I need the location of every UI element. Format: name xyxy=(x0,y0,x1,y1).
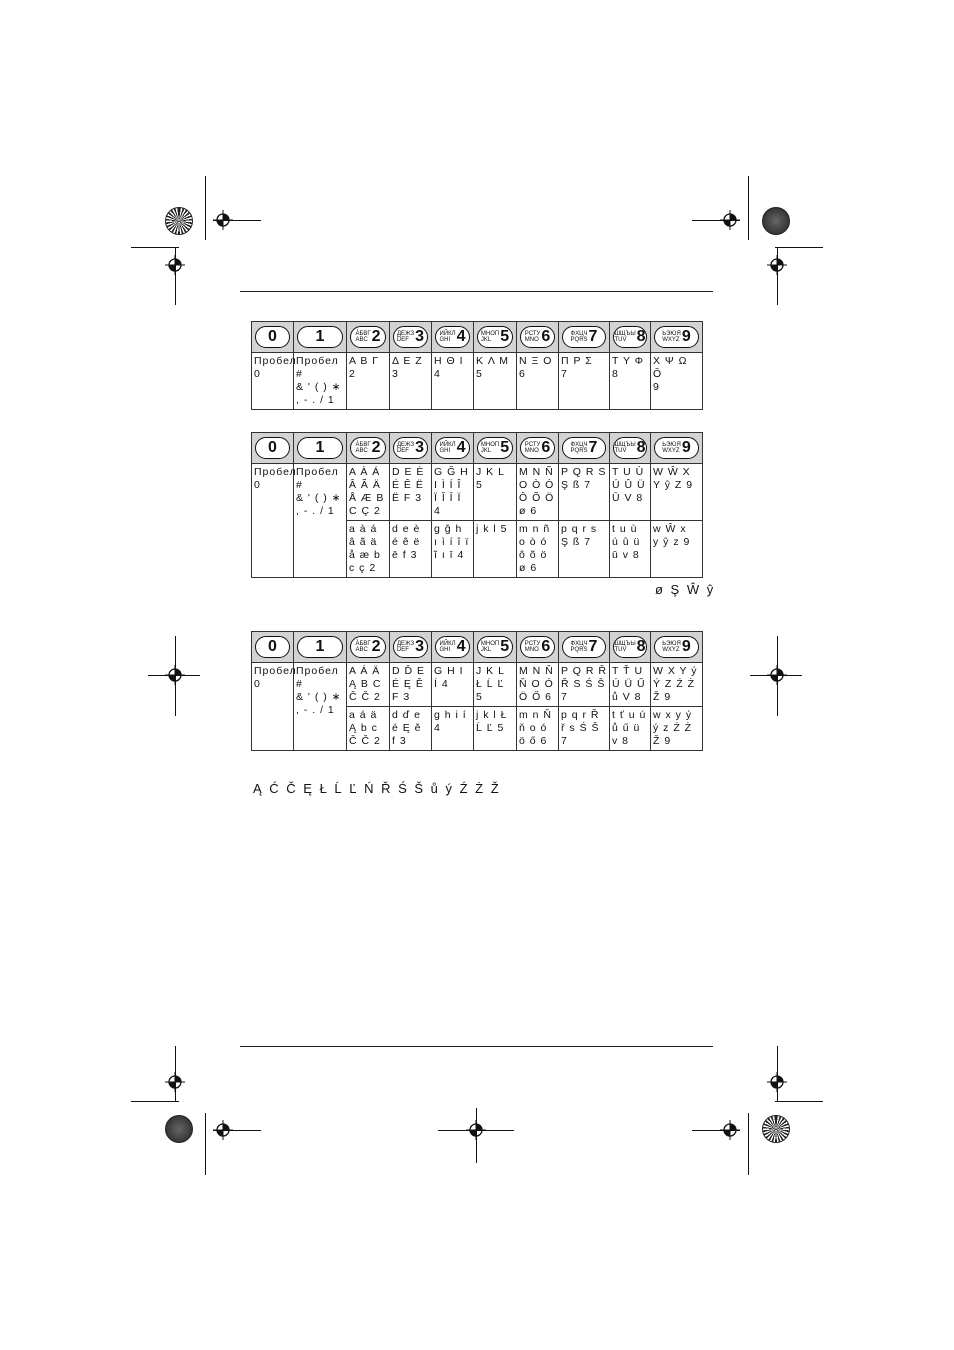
crop-line xyxy=(775,247,823,248)
character-cell: j k l 5 xyxy=(474,521,517,578)
character-cell: K Λ M 5 xyxy=(474,353,517,410)
key-cell xyxy=(651,433,703,464)
key-cell xyxy=(651,322,703,353)
character-cell: Пробел # & ' ( ) ∗ , - . / 1 xyxy=(294,464,347,578)
character-cell: t u ù ú û ü ū v 8 xyxy=(610,521,651,578)
key-letters: ИЙКЛ GHI xyxy=(439,331,456,343)
key-digit: 7 xyxy=(588,439,598,456)
keypad-key-5-icon xyxy=(477,437,513,459)
key-digit: 3 xyxy=(415,638,425,655)
character-cell: W Ŵ X Y ŷ Z 9 xyxy=(651,464,703,521)
key-row xyxy=(252,632,703,663)
keypad-key-8-icon xyxy=(613,636,647,658)
key-cell xyxy=(432,322,474,353)
key-digit: 0 xyxy=(268,439,277,456)
key-digit: 8 xyxy=(636,328,646,345)
key-cell xyxy=(390,322,432,353)
key-letters: ДЕЖЗ DEF xyxy=(396,641,415,653)
key-cell xyxy=(390,632,432,663)
character-cell: D E È É Ê Ë Ë F 3 xyxy=(390,464,432,521)
character-cell: X Ψ Ω Ŏ 9 xyxy=(651,353,703,410)
keypad-key-8-icon xyxy=(613,437,647,459)
registration-mark-icon xyxy=(165,255,185,275)
key-cell xyxy=(559,433,610,464)
key-row xyxy=(252,322,703,353)
character-cell: J K L 5 xyxy=(474,464,517,521)
keypad-key-0-icon xyxy=(255,326,290,348)
keypad-key-3-icon xyxy=(393,636,428,658)
character-cell: p q r Ř ř s Ś Š 7 xyxy=(559,707,610,751)
key-cell xyxy=(517,632,559,663)
key-digit: 8 xyxy=(636,439,646,456)
crop-line xyxy=(131,1101,179,1102)
crop-line xyxy=(131,247,179,248)
character-row xyxy=(252,464,703,521)
character-cell: p q r s Ş ß 7 xyxy=(559,521,610,578)
keypad-key-4-icon xyxy=(435,437,470,459)
registration-mark-icon xyxy=(165,1072,185,1092)
character-cell: j k l Ł Ĺ Ľ 5 xyxy=(474,707,517,751)
registration-mark-icon xyxy=(165,665,185,685)
key-digit: 0 xyxy=(268,638,277,655)
key-cell xyxy=(474,433,517,464)
character-cell: T Y Φ 8 xyxy=(610,353,651,410)
character-cell: T U Ù Ú Û Ü Ū V 8 xyxy=(610,464,651,521)
latin-extended-character-table xyxy=(251,432,703,578)
character-cell: t ť u ú ů ű ü v 8 xyxy=(610,707,651,751)
registration-mark-icon xyxy=(767,255,787,275)
table3-extra-chars-note: Ą Ć Č Ę Ł Ĺ Ľ Ń Ř Ś Š ů ý Ź Ż Ž xyxy=(253,781,501,796)
character-row xyxy=(252,353,703,410)
key-digit: 4 xyxy=(456,638,466,655)
key-cell xyxy=(294,322,347,353)
key-letters: ФХЦЧ PQRS xyxy=(570,442,588,454)
key-digit: 5 xyxy=(500,638,510,655)
character-cell: Пробел 0 xyxy=(252,353,294,410)
color-target-icon xyxy=(762,207,790,235)
character-cell: Пробел 0 xyxy=(252,464,294,578)
key-letters: РСТУ MNO xyxy=(524,442,541,454)
character-cell: Π P Σ 7 xyxy=(559,353,610,410)
key-cell xyxy=(610,632,651,663)
key-letters: ÀБВГ ABC xyxy=(355,331,371,343)
keypad-key-3-icon xyxy=(393,326,428,348)
registration-mark-icon xyxy=(767,665,787,685)
key-cell xyxy=(347,322,390,353)
registration-mark-icon xyxy=(213,210,233,230)
character-cell: N Ξ O 6 xyxy=(517,353,559,410)
character-cell: Пробел # & ' ( ) ∗ , - . / 1 xyxy=(294,663,347,751)
key-digit: 4 xyxy=(456,328,466,345)
keypad-key-5-icon xyxy=(477,326,513,348)
key-cell xyxy=(474,322,517,353)
key-digit: 1 xyxy=(315,439,325,456)
character-cell: A À Á Â Ã Ä Å Æ B C Ç 2 xyxy=(347,464,390,521)
crop-line xyxy=(775,1101,823,1102)
key-letters: МНОП JKL xyxy=(480,641,500,653)
greek-character-table xyxy=(251,321,703,410)
character-cell: P Q R Ř Ř S Ś Š 7 xyxy=(559,663,610,707)
key-digit: 9 xyxy=(681,328,691,345)
key-digit: 3 xyxy=(415,439,425,456)
color-target-icon xyxy=(165,207,193,235)
character-cell: Пробел 0 xyxy=(252,663,294,751)
key-cell xyxy=(347,632,390,663)
keypad-key-0-icon xyxy=(255,437,290,459)
character-cell: G Ğ H I Ì Í Î Ï Ĭ Ī Ï 4 xyxy=(432,464,474,521)
key-digit: 6 xyxy=(541,328,551,345)
key-digit: 9 xyxy=(681,439,691,456)
key-digit: 0 xyxy=(268,328,277,345)
color-target-icon xyxy=(165,1115,193,1143)
key-cell xyxy=(347,433,390,464)
keypad-key-4-icon xyxy=(435,636,470,658)
keypad-key-2-icon xyxy=(350,636,386,658)
bottom-rule xyxy=(240,1046,713,1047)
key-cell xyxy=(474,632,517,663)
key-letters: ФХЦЧ PQRS xyxy=(570,641,588,653)
keypad-key-1-icon xyxy=(297,326,343,348)
key-letters: ЬЭЮЯ WXYZ xyxy=(662,641,681,653)
character-cell: w x y ý ý z Ź Ż Ž 9 xyxy=(651,707,703,751)
keypad-key-3-icon xyxy=(393,437,428,459)
character-cell: W X Y ý Ý Z Ź Ż Ž 9 xyxy=(651,663,703,707)
character-cell: d e è é ê ë ē f 3 xyxy=(390,521,432,578)
key-cell xyxy=(517,433,559,464)
keypad-key-9-icon xyxy=(654,326,699,348)
character-cell: Δ E Z 3 xyxy=(390,353,432,410)
crop-line xyxy=(748,1113,749,1175)
key-letters: МНОП JKL xyxy=(480,331,500,343)
character-cell: A B Γ 2 xyxy=(347,353,390,410)
keypad-key-4-icon xyxy=(435,326,470,348)
keypad-key-1-icon xyxy=(297,437,343,459)
key-cell xyxy=(294,632,347,663)
crop-line xyxy=(205,1113,206,1175)
keypad-key-6-icon xyxy=(520,636,555,658)
top-rule xyxy=(240,291,713,292)
keypad-key-9-icon xyxy=(654,636,699,658)
registration-mark-icon xyxy=(767,1072,787,1092)
character-cell: m n ñ o ò ó ô õ ö ø 6 xyxy=(517,521,559,578)
key-letters: ШЩЪЫ TUV xyxy=(614,442,636,454)
registration-mark-icon xyxy=(720,210,740,230)
key-letters: МНОП JKL xyxy=(480,442,500,454)
keypad-key-5-icon xyxy=(477,636,513,658)
keypad-key-6-icon xyxy=(520,437,555,459)
key-digit: 1 xyxy=(315,328,325,345)
character-cell: D Ď E É Ę Ě F 3 xyxy=(390,663,432,707)
character-cell: M N Ñ O Ò Ó Ô Õ Ö ø 6 xyxy=(517,464,559,521)
key-letters: ДЕЖЗ DEF xyxy=(396,331,415,343)
key-digit: 2 xyxy=(371,439,381,456)
keypad-key-2-icon xyxy=(350,437,386,459)
key-digit: 6 xyxy=(541,439,551,456)
key-digit: 4 xyxy=(456,439,466,456)
key-letters: РСТУ MNO xyxy=(524,331,541,343)
character-cell: d ď e é Ę ě f 3 xyxy=(390,707,432,751)
character-cell: Пробел # & ' ( ) ∗ , - . / 1 xyxy=(294,353,347,410)
key-letters: ЬЭЮЯ WXYZ xyxy=(662,442,681,454)
character-row xyxy=(252,663,703,707)
key-digit: 7 xyxy=(588,328,598,345)
registration-mark-icon xyxy=(466,1120,486,1140)
key-letters: ИЙКЛ GHI xyxy=(439,641,456,653)
key-digit: 2 xyxy=(371,328,381,345)
key-digit: 2 xyxy=(371,638,381,655)
key-cell xyxy=(610,433,651,464)
character-cell: H Θ I 4 xyxy=(432,353,474,410)
key-cell xyxy=(252,322,294,353)
key-digit: 9 xyxy=(681,638,691,655)
key-letters: ФХЦЧ PQRS xyxy=(570,331,588,343)
keypad-key-7-icon xyxy=(562,636,606,658)
character-cell: G H I Í 4 xyxy=(432,663,474,707)
key-digit: 3 xyxy=(415,328,425,345)
character-cell: m n Ň ň o ó ö ő 6 xyxy=(517,707,559,751)
character-cell: a à á â ã ä å æ b c ç 2 xyxy=(347,521,390,578)
key-letters: ШЩЪЫ TUV xyxy=(614,641,636,653)
key-digit: 1 xyxy=(315,638,325,655)
key-digit: 5 xyxy=(500,439,510,456)
key-cell xyxy=(252,632,294,663)
character-cell: P Q R S Ş ß 7 xyxy=(559,464,610,521)
key-cell xyxy=(390,433,432,464)
character-cell: A Á Ä Ą B C Č Č 2 xyxy=(347,663,390,707)
key-cell xyxy=(559,322,610,353)
key-cell xyxy=(610,322,651,353)
key-letters: ЬЭЮЯ WXYZ xyxy=(662,331,681,343)
keypad-key-7-icon xyxy=(562,326,606,348)
table2-extra-chars-note: ø Ş Ŵ ŷ xyxy=(655,582,716,597)
character-cell: g h i í 4 xyxy=(432,707,474,751)
keypad-key-9-icon xyxy=(654,437,699,459)
key-letters: РСТУ MNO xyxy=(524,641,541,653)
crop-line xyxy=(205,176,206,240)
key-letters: ÀБВГ ABC xyxy=(355,641,371,653)
key-row xyxy=(252,433,703,464)
keypad-key-8-icon xyxy=(613,326,647,348)
color-target-icon xyxy=(762,1115,790,1143)
crop-line xyxy=(748,176,749,240)
character-cell: J K L Ł Ĺ Ľ 5 xyxy=(474,663,517,707)
key-digit: 6 xyxy=(541,638,551,655)
keypad-key-7-icon xyxy=(562,437,606,459)
key-letters: ШЩЪЫ TUV xyxy=(614,331,636,343)
key-cell xyxy=(294,433,347,464)
character-cell: a á ä Ą b c Č Č 2 xyxy=(347,707,390,751)
central-european-character-table xyxy=(251,631,703,751)
key-cell xyxy=(559,632,610,663)
key-cell xyxy=(432,632,474,663)
key-digit: 5 xyxy=(500,328,510,345)
keypad-key-0-icon xyxy=(255,636,290,658)
key-cell xyxy=(517,322,559,353)
key-letters: ИЙКЛ GHI xyxy=(439,442,456,454)
key-cell xyxy=(252,433,294,464)
registration-mark-icon xyxy=(213,1120,233,1140)
character-cell: T Ť U Ú Ü Ű ů V 8 xyxy=(610,663,651,707)
keypad-key-6-icon xyxy=(520,326,555,348)
key-letters: ÀБВГ ABC xyxy=(355,442,371,454)
key-letters: ДЕЖЗ DEF xyxy=(396,442,415,454)
keypad-key-1-icon xyxy=(297,636,343,658)
keypad-key-2-icon xyxy=(350,326,386,348)
key-digit: 8 xyxy=(636,638,646,655)
key-digit: 7 xyxy=(588,638,598,655)
registration-mark-icon xyxy=(720,1120,740,1140)
character-cell: M N Ň Ň O Ó Ö Ő 6 xyxy=(517,663,559,707)
character-cell: g ğ h ı ì í î ï ĩ ı ī 4 xyxy=(432,521,474,578)
key-cell xyxy=(432,433,474,464)
character-cell: w Ŵ x y ŷ z 9 xyxy=(651,521,703,578)
key-cell xyxy=(651,632,703,663)
